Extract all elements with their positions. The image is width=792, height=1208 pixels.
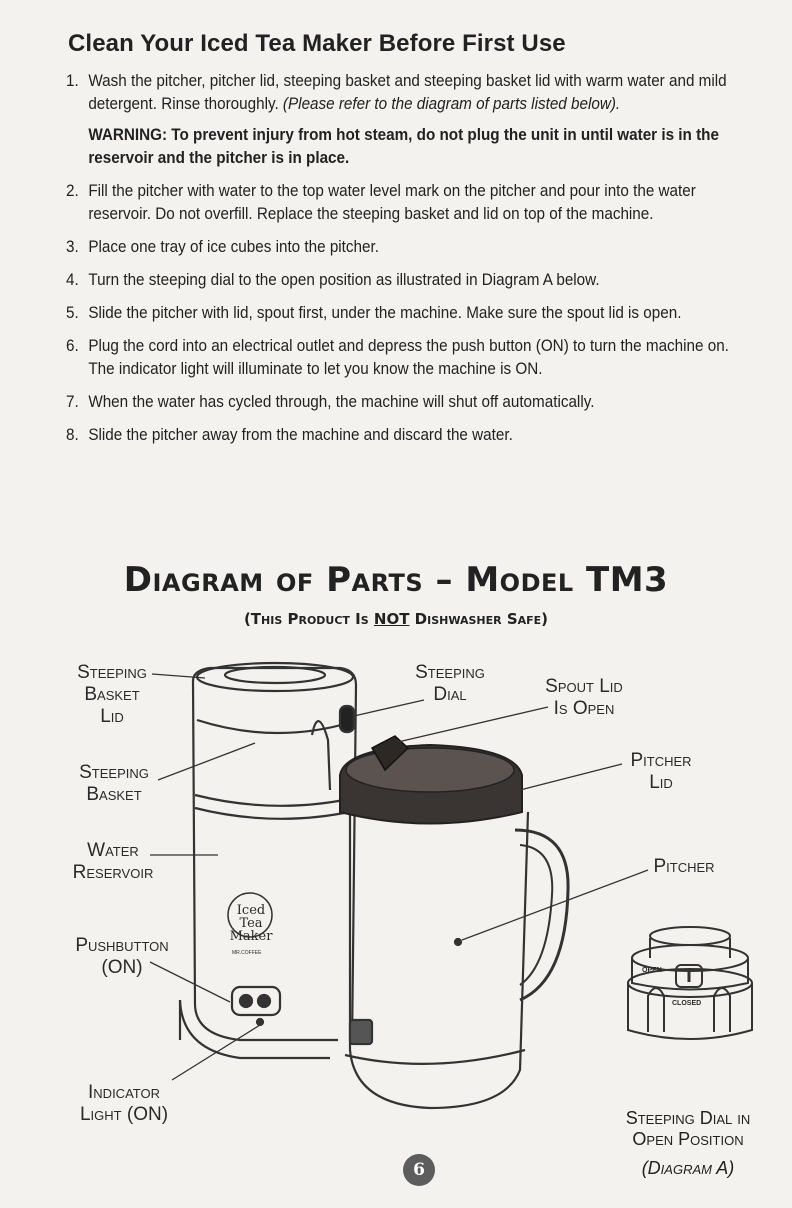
step-number: 1. [66,72,79,90]
label-water-reservoir: Water Reservoir [72,840,154,883]
diagram-a-caption [608,1108,768,1179]
subtitle-post: Dishwasher Safe) [409,610,549,628]
step-number: 7. [66,393,79,411]
logo-text: Iced Tea Maker [229,903,273,944]
step-text: Turn the steeping dial to the open position as illustrated in Diagram A below. [88,271,600,289]
label-pitcher: Pitcher [653,856,715,877]
warning-body: WARNING: To prevent injury from hot steam, do not plug the unit in until water is in the reservoir and the pitcher is in place. [88,126,719,167]
step-number: 6. [66,337,79,355]
step-text: Plug the cord into an electrical outlet and depress the push button (ON) to turn the machine on. The indicator light will illuminate to let you know the machine is ON. [88,337,729,378]
caption-title: Steeping Dial in Open Position [625,1108,751,1149]
label-pushbutton: Pushbutton (ON) [75,935,169,978]
diagram-title: Diagram of Parts – Model TM3 [123,560,669,600]
step-number: 3. [66,238,79,256]
label-indicator-light: Indicator Light (ON) [79,1082,169,1125]
step-text: Fill the pitcher with water to the top water level mark on the pitcher and pour into the water reservoir. Do not overfill. Replace the steeping basket and lid on top of the machine. [88,182,696,223]
brand-text: MR.COFFEE [232,950,262,956]
step-text: Slide the pitcher with lid, spout first, under the machine. Make sure the spout lid is open. [88,304,682,322]
dial-open-text: OPEN [642,967,662,974]
label-steeping-dial: Steeping Dial [415,662,485,705]
step-number: 8. [66,426,79,444]
dial-closed-text: CLOSED [672,1000,702,1007]
step-note: (Please refer to the diagram of parts listed below). [282,95,621,113]
step-text: When the water has cycled through, the machine will shut off automatically. [88,393,595,411]
step-number: 5. [66,304,79,322]
label-pitcher-lid: Pitcher Lid [630,750,692,793]
step-text: Slide the pitcher away from the machine and discard the water. [88,426,513,444]
step-text: Place one tray of ice cubes into the pitcher. [88,238,379,256]
page-title: Clean Your Iced Tea Maker Before First Use [68,30,566,57]
step-text: Wash the pitcher, pitcher lid, steeping basket and steeping basket lid with warm water and mild detergent. Rinse thoroughly. [88,72,727,113]
page-number: 6 [413,1160,425,1180]
step-number: 2. [66,182,79,200]
caption-sub: (Diagram A) [641,1158,735,1178]
label-steeping-basket: Steeping Basket [79,762,149,805]
label-steeping-basket-lid: Steeping Basket Lid [77,662,147,727]
subtitle-pre: (This Product Is [243,610,374,628]
subtitle-not: NOT [373,610,410,628]
label-spout-lid: Spout Lid Is Open [545,676,623,719]
step-number: 4. [66,271,79,289]
